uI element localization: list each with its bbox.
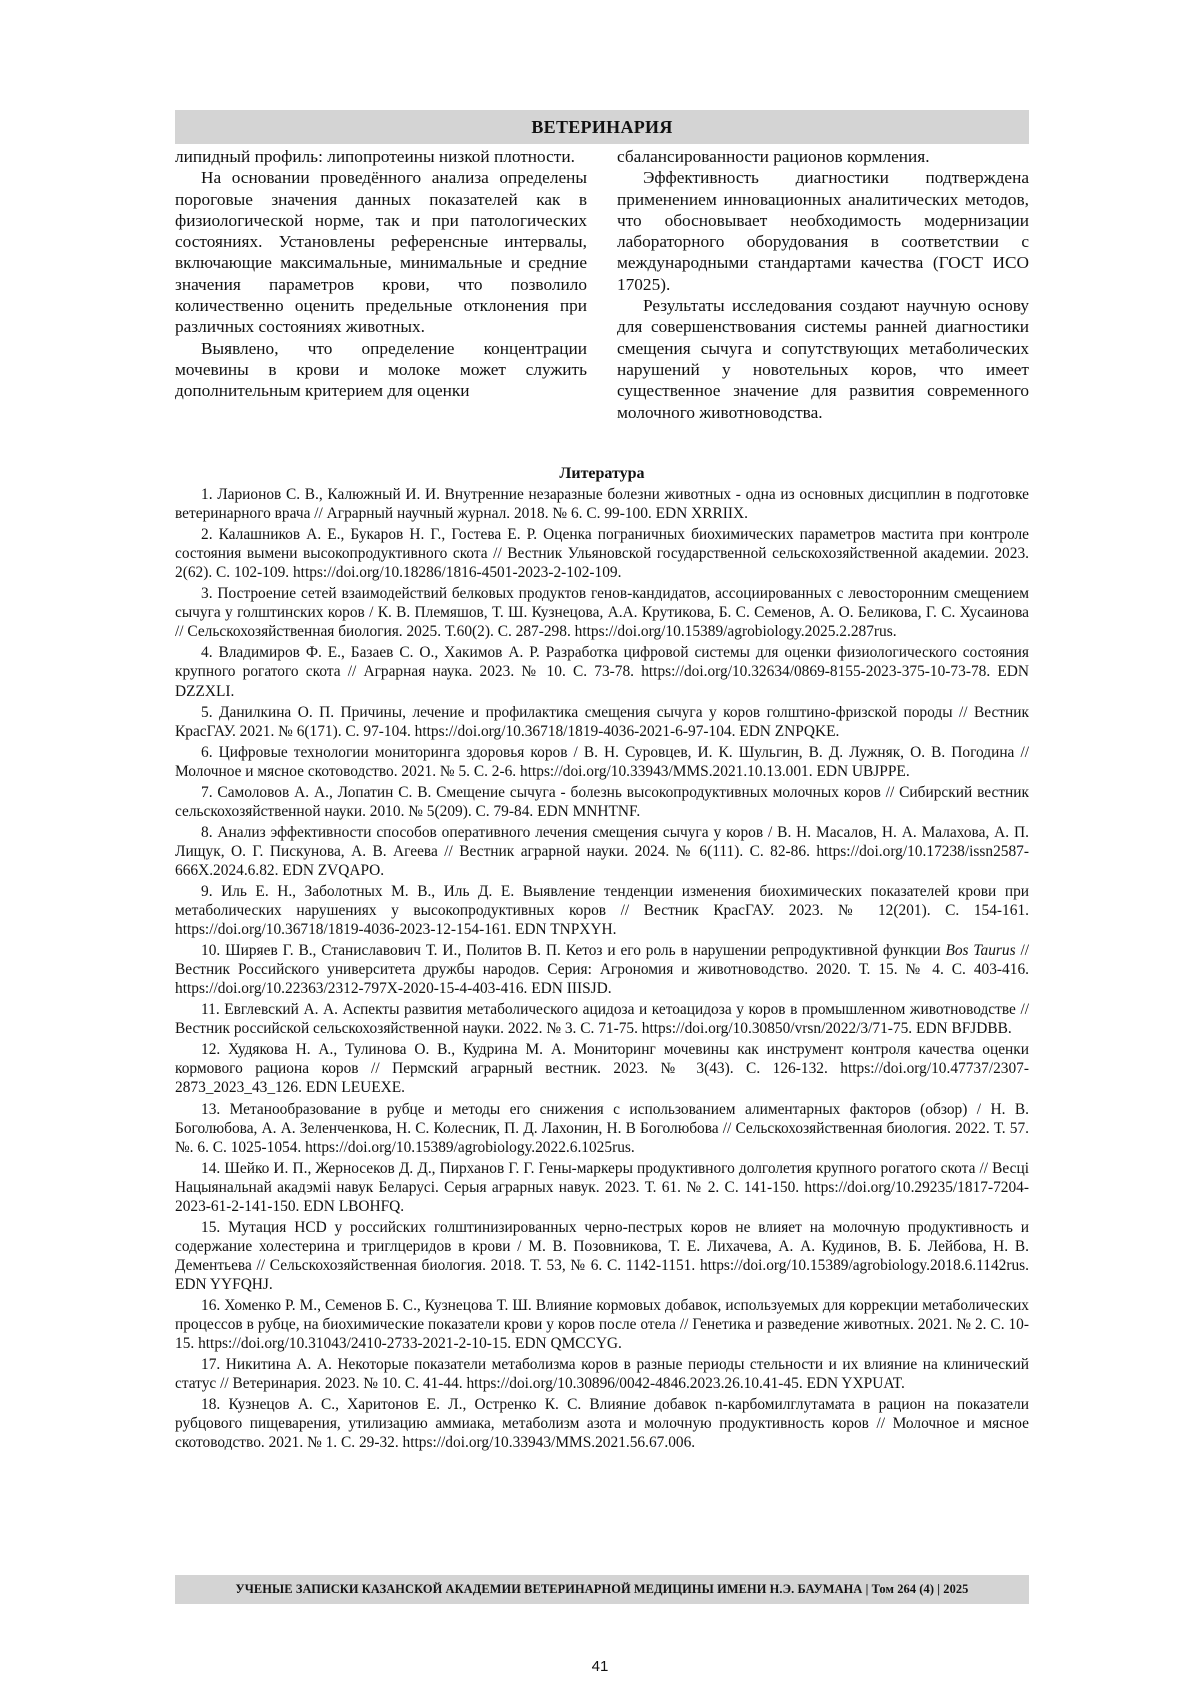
reference-item: 2. Калашников А. Е., Букаров Н. Г., Гостева Е. Р. Оценка пограничных биохимических параметров мастита при контроле состояния вымени высокопродуктивного скота // Вестник Ульяновской государственной сельскохозяйственной академии. 2023. 2(62). С. 102-109. https://doi.org/10.18286/1816-4501-2023-2-102-109. xyxy=(175,526,1029,582)
references-section xyxy=(175,464,1029,1454)
left-column xyxy=(175,146,587,423)
paragraph: Эффективность диагностики подтверждена применением инновационных аналитических методов, что обосновывает необходимость модернизации лабораторного оборудования в соответствии с международными стандартами качества (ГОСТ ИСО 17025). xyxy=(617,168,1029,294)
reference-item: 4. Владимиров Ф. Е., Базаев С. О., Хакимов А. Р. Разработка цифровой системы для оценки физиологического состояния крупного рогатого скота // Аграрная наука. 2023. № 10. С. 73-78. https://doi.org/10.32634/0869-8155-2023-375-10-73-78. EDN DZZXLI. xyxy=(175,644,1029,700)
section-header xyxy=(175,110,1029,144)
references-title: Литература xyxy=(559,465,645,482)
references-list xyxy=(175,485,1029,1452)
reference-item: 13. Метанообразование в рубце и методы его снижения с использованием алиментарных факторов (обзор) / Н. В. Боголюбова, А. А. Зеленченкова, Н. С. Колесник, П. Д. Лахонин, Н. В Боголюбова // Сельскохозяйственная биология. 2022. Т. 57. №. 6. С. 1025-1054. https://doi.org/10.15389/agrobiology.2022.6.1025rus. xyxy=(175,1100,1029,1156)
right-column xyxy=(617,146,1029,423)
reference-item: 3. Построение сетей взаимодействий белковых продуктов генов-кандидатов, ассоциированных с левосторонним смещением сычуга у голштинских коров / К. В. Племяшов, Т. Ш. Кузнецова, А.А. Крутикова, Б. С. Семенов, А. О. Беликова, Г. С. Хусаинова // Сельскохозяйственная биология. 2025. Т.60(2). С. 287-298. https://doi.org/10.15389/agrobiology.2025.2.287rus. xyxy=(175,585,1029,641)
paragraph: липидный профиль: липопротеины низкой плотности. xyxy=(175,147,575,166)
reference-item: 16. Хоменко Р. М., Семенов Б. С., Кузнецова Т. Ш. Влияние кормовых добавок, используемых для коррекции метаболических процессов в рубце, на биохимические показатели крови у коров после отела // Генетика и разведение животных. 2021. № 2. С. 10-15. https://doi.org/10.31043/2410-2733-2021-2-10-15. EDN QMCCYG. xyxy=(175,1296,1029,1353)
reference-item: 8. Анализ эффективности способов оперативного лечения смещения сычуга у коров / В. Н. Масалов, Н. А. Малахова, А. П. Лищук, О. Г. Пискунова, А. В. Агеева // Вестник аграрной науки. 2024. № 6(111). С. 82-86. https://doi.org/10.17238/issn2587-666X.2024.6.82. EDN ZVQAPO. xyxy=(175,823,1029,879)
reference-item: 7. Самоловов А. А., Лопатин С. В. Смещение сычуга - болезнь высокопродуктивных молочных коров // Сибирский вестник сельскохозяйственной науки. 2010. № 5(209). С. 79-84. EDN MNHTNF. xyxy=(175,783,1029,820)
reference-item: 12. Худякова Н. А., Тулинова О. В., Кудрина М. А. Мониторинг мочевины как инструмент контроля качества оценки кормового рациона коров // Пермский аграрный вестник. 2023. № 3(43). С. 126-132. https://doi.org/10.47737/2307-2873_2023_43_126. EDN LEUEXE. xyxy=(175,1041,1029,1097)
body-columns xyxy=(175,146,1029,423)
reference-item: 1. Ларионов С. В., Калюжный И. И. Внутренние незаразные болезни животных - одна из основных дисциплин в подготовке ветеринарного врача // Аграрный научный журнал. 2018. № 6. С. 99-100. EDN XRRIIX. xyxy=(175,486,1029,523)
journal-title: УЧЕНЫЕ ЗАПИСКИ КАЗАНСКОЙ АКАДЕМИИ ВЕТЕРИНАРНОЙ МЕДИЦИНЫ ИМЕНИ Н.Э. БАУМАНА | Том 264 (4) | 2025 xyxy=(235,1582,969,1596)
reference-item: 14. Шейко И. П., Жерносеков Д. Д., Пирханов Г. Г. Гены-маркеры продуктивного долголетия крупного рогатого скота // Весці Нацыянальнай акадэміі навук Беларусі. Серыя аграрных навук. 2023. Т. 61. № 2. С. 141-150. https://doi.org/10.29235/1817-7204-2023-61-2-141-150. EDN LBOHFQ. xyxy=(175,1159,1029,1215)
section-title: ВЕТЕРИНАРИЯ xyxy=(531,116,673,137)
reference-item: 15. Мутация HCD у российских голштинизированных черно-пестрых коров не влияет на молочную продуктивность и содержание холестерина и триглцеридов в крови / М. В. Позовникова, Т. Е. Лихачева, А. А. Кудинов, В. Б. Лейбова, Н. В. Дементьева // Сельскохозяйственная биология. 2018. Т. 53, № 6. С. 1142-1151. https://doi.org/10.15389/agrobiology.2018.6.1142rus. EDN YYFQHJ. xyxy=(175,1218,1029,1293)
paragraph: сбалансированности рационов кормления. xyxy=(617,147,930,166)
reference-item: 17. Никитина А. А. Некоторые показатели метаболизма коров в разные периоды стельности и их влияние на клинический статус // Ветеринария. 2023. № 10. С. 41-44. https://doi.org/10.30896/0042-4846.2023.26.10.41-45. EDN YXPUAT. xyxy=(175,1356,1029,1393)
paragraph: Результаты исследования создают научную основу для совершенствования системы ранней диагностики смещения сычуга и сопутствующих метаболических нарушений у новотельных коров, что имеет существенное значение для развития современного молочного животноводства. xyxy=(617,296,1029,422)
reference-item: 5. Данилкина О. П. Причины, лечение и профилактика смещения сычуга у коров голштино-фризской породы // Вестник КрасГАУ. 2021. № 6(171). С. 97-104. https://doi.org/10.36718/1819-4036-2021-6-97-104. EDN ZNPQKE. xyxy=(175,703,1029,740)
reference-item: 18. Кузнецов А. С., Харитонов Е. Л., Остренко К. С. Влияние добавок n-карбомилглутамата в рацион на показатели рубцового пищеварения, утилизацию аммиака, метаболизм азота и молочную продуктивность коров // Молочное и мясное скотоводство. 2021. № 1. С. 29-32. https://doi.org/10.33943/MMS.2021.56.67.006. xyxy=(175,1396,1029,1452)
page-number: 41 xyxy=(591,1658,609,1675)
reference-item: 6. Цифровые технологии мониторинга здоровья коров / В. Н. Суровцев, И. К. Шульгин, В. Д. Лужняк, О. В. Погодина // Молочное и мясное скотоводство. 2021. № 5. С. 2-6. https://doi.org/10.33943/MMS.2021.10.13.001. EDN UBJPPE. xyxy=(175,743,1029,780)
paragraph: На основании проведённого анализа определены пороговые значения данных показателей как в физиологической норме, так и при патологических состояниях. Установлены референсные интервалы, включающие максимальные, минимальные и средние значения параметров крови, что позволило количественно оценить предельные отклонения при различных состояниях животных. xyxy=(175,168,587,337)
reference-item: 11. Евглевский А. А. Аспекты развития метаболического ацидоза и кетоацидоза у коров в промышленном животноводстве // Вестник российской сельскохозяйственной науки. 2022. № 3. С. 71-75. https://doi.org/10.30850/vrsn/2022/3/71-75. EDN BFJDBB. xyxy=(175,1001,1029,1038)
reference-item: 10. Ширяев Г. В., Станиславович Т. И., Политов В. П. Кетоз и его роль в нарушении репродуктивной функции Bos Taurus // Вестник Российского университета дружбы народов. Серия: Агрономия и животноводство. 2020. Т. 15. № 4. С. 403-416. https://doi.org/10.22363/2312-797X-2020-15-4-403-416. EDN IIISJD. xyxy=(175,942,1029,998)
paragraph: Выявлено, что определение концентрации мочевины в крови и молоке может служить дополнительным критерием для оценки xyxy=(175,338,587,401)
journal-footer xyxy=(175,1575,1029,1604)
reference-item: 9. Иль Е. Н., Заболотных М. В., Иль Д. Е. Выявление тенденции изменения биохимических показателей крови при метаболических нарушениях у высокопродуктивных коров // Вестник КрасГАУ. 2023. № 12(201). С. 154-161. https://doi.org/10.36718/1819-4036-2023-12-154-161. EDN TNPXYH. xyxy=(175,882,1029,939)
